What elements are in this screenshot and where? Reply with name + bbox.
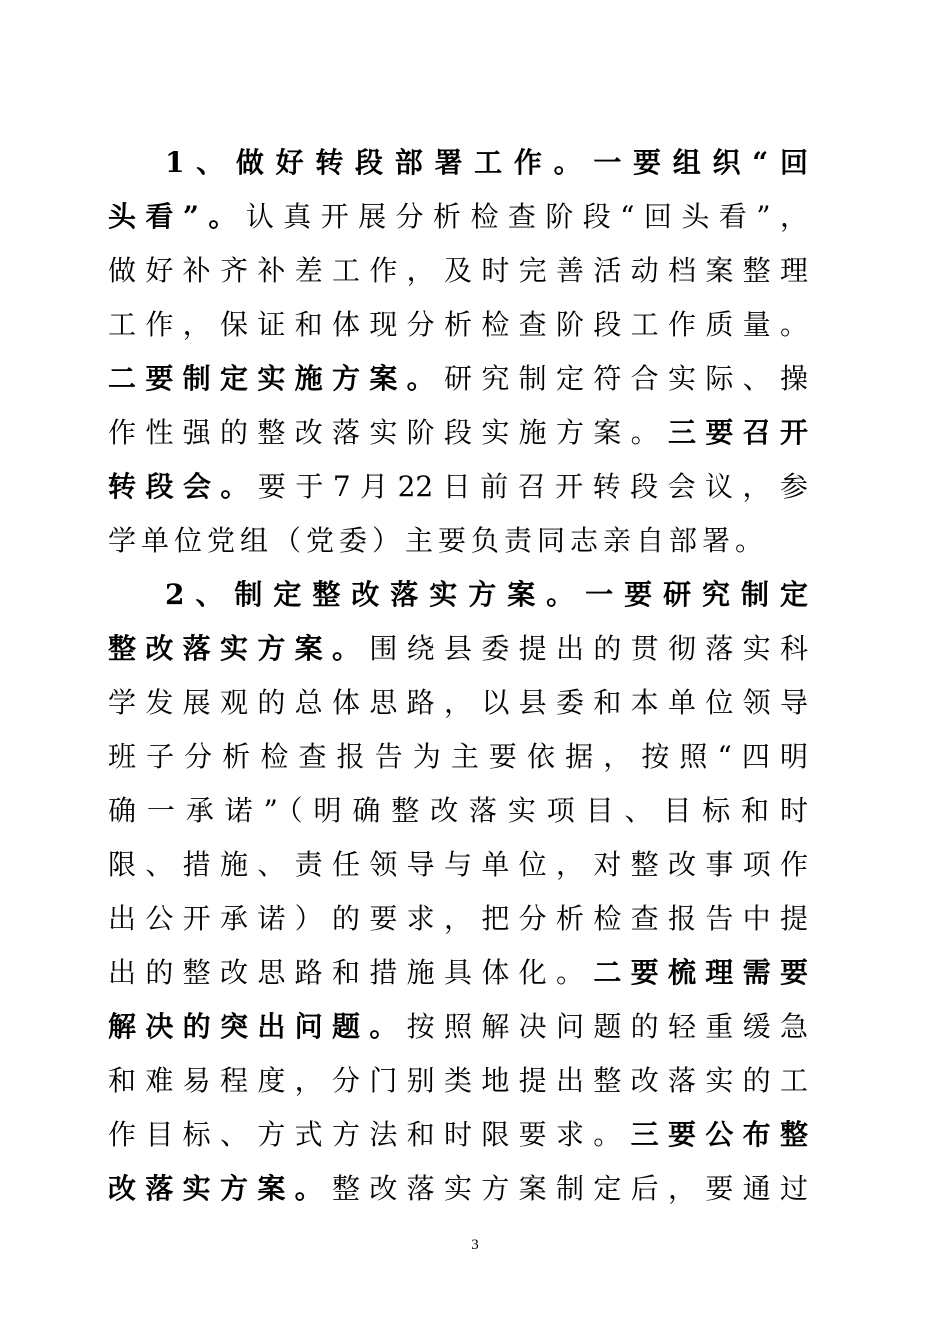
bold-text-segment: 转段会。 bbox=[108, 470, 258, 503]
text-line bbox=[108, 683, 808, 723]
bold-text-segment: 2、制定整改落实方案。一要研究制定 bbox=[165, 578, 808, 611]
text-segment: 确一承诺”（明确整改落实项目、目标和时 bbox=[108, 794, 808, 827]
text-segment: 出公开承诺）的要求，把分析检查报告中提 bbox=[108, 902, 808, 935]
bold-text-segment: 整改落实方案。 bbox=[108, 632, 370, 665]
text-segment: 限、措施、责任领导与单位，对整改事项作 bbox=[108, 848, 808, 881]
text-line bbox=[108, 251, 808, 291]
text-line bbox=[108, 737, 808, 777]
text-segment: 要于7月22日前召开转段会议，参 bbox=[257, 470, 808, 503]
text-line bbox=[108, 629, 808, 669]
text-line bbox=[108, 1115, 808, 1155]
text-segment: 认真开展分析检查阶段“回头看”， bbox=[245, 200, 808, 233]
bold-text-segment: 解决的突出问题。 bbox=[108, 1010, 407, 1043]
text-line bbox=[165, 575, 808, 615]
text-segment: 围绕县委提出的贯彻落实科 bbox=[369, 632, 808, 665]
text-line bbox=[108, 521, 808, 561]
page-number: 3 bbox=[471, 1237, 479, 1253]
text-line bbox=[108, 413, 808, 453]
bold-text-segment: 三要召开 bbox=[667, 416, 808, 449]
text-segment: 学发展观的总体思路，以县委和本单位领导 bbox=[108, 686, 808, 719]
text-line bbox=[108, 467, 808, 507]
text-segment: 研究制定符合实际、操 bbox=[444, 362, 808, 395]
text-segment: 出的整改思路和措施具体化。 bbox=[108, 956, 594, 989]
text-segment: 班子分析检查报告为主要依据，按照“四明 bbox=[108, 740, 808, 773]
bold-text-segment: 二要制定实施方案。 bbox=[108, 362, 444, 395]
text-segment: 整改落实方案制定后，要通过 bbox=[332, 1172, 808, 1205]
text-line bbox=[108, 1061, 808, 1101]
text-line bbox=[108, 953, 808, 993]
text-line bbox=[108, 305, 808, 345]
text-segment: 作性强的整改落实阶段实施方案。 bbox=[108, 416, 668, 449]
text-line bbox=[108, 1169, 808, 1209]
bold-text-segment: 1、做好转段部署工作。一要组织“回 bbox=[165, 146, 808, 179]
text-segment: 和难易程度，分门别类地提出整改落实的工 bbox=[108, 1064, 808, 1097]
text-segment: 按照解决问题的轻重缓急 bbox=[406, 1010, 808, 1043]
bold-text-segment: 二要梳理需要 bbox=[593, 956, 808, 989]
text-line bbox=[108, 845, 808, 885]
text-line bbox=[165, 143, 808, 183]
text-line bbox=[108, 791, 808, 831]
text-line bbox=[108, 359, 808, 399]
bold-text-segment: 改落实方案。 bbox=[108, 1172, 332, 1205]
text-line bbox=[108, 899, 808, 939]
bold-text-segment: 头看”。 bbox=[108, 200, 246, 233]
text-segment: 工作，保证和体现分析检查阶段工作质量。 bbox=[108, 308, 808, 341]
bold-text-segment: 三要公布整 bbox=[630, 1118, 808, 1151]
text-line bbox=[108, 197, 808, 237]
text-line bbox=[108, 1007, 808, 1047]
text-segment: 做好补齐补差工作，及时完善活动档案整理 bbox=[108, 254, 808, 287]
text-segment: 作目标、方式方法和时限要求。 bbox=[108, 1118, 631, 1151]
text-segment: 学单位党组（党委）主要负责同志亲自部署。 bbox=[108, 524, 769, 557]
